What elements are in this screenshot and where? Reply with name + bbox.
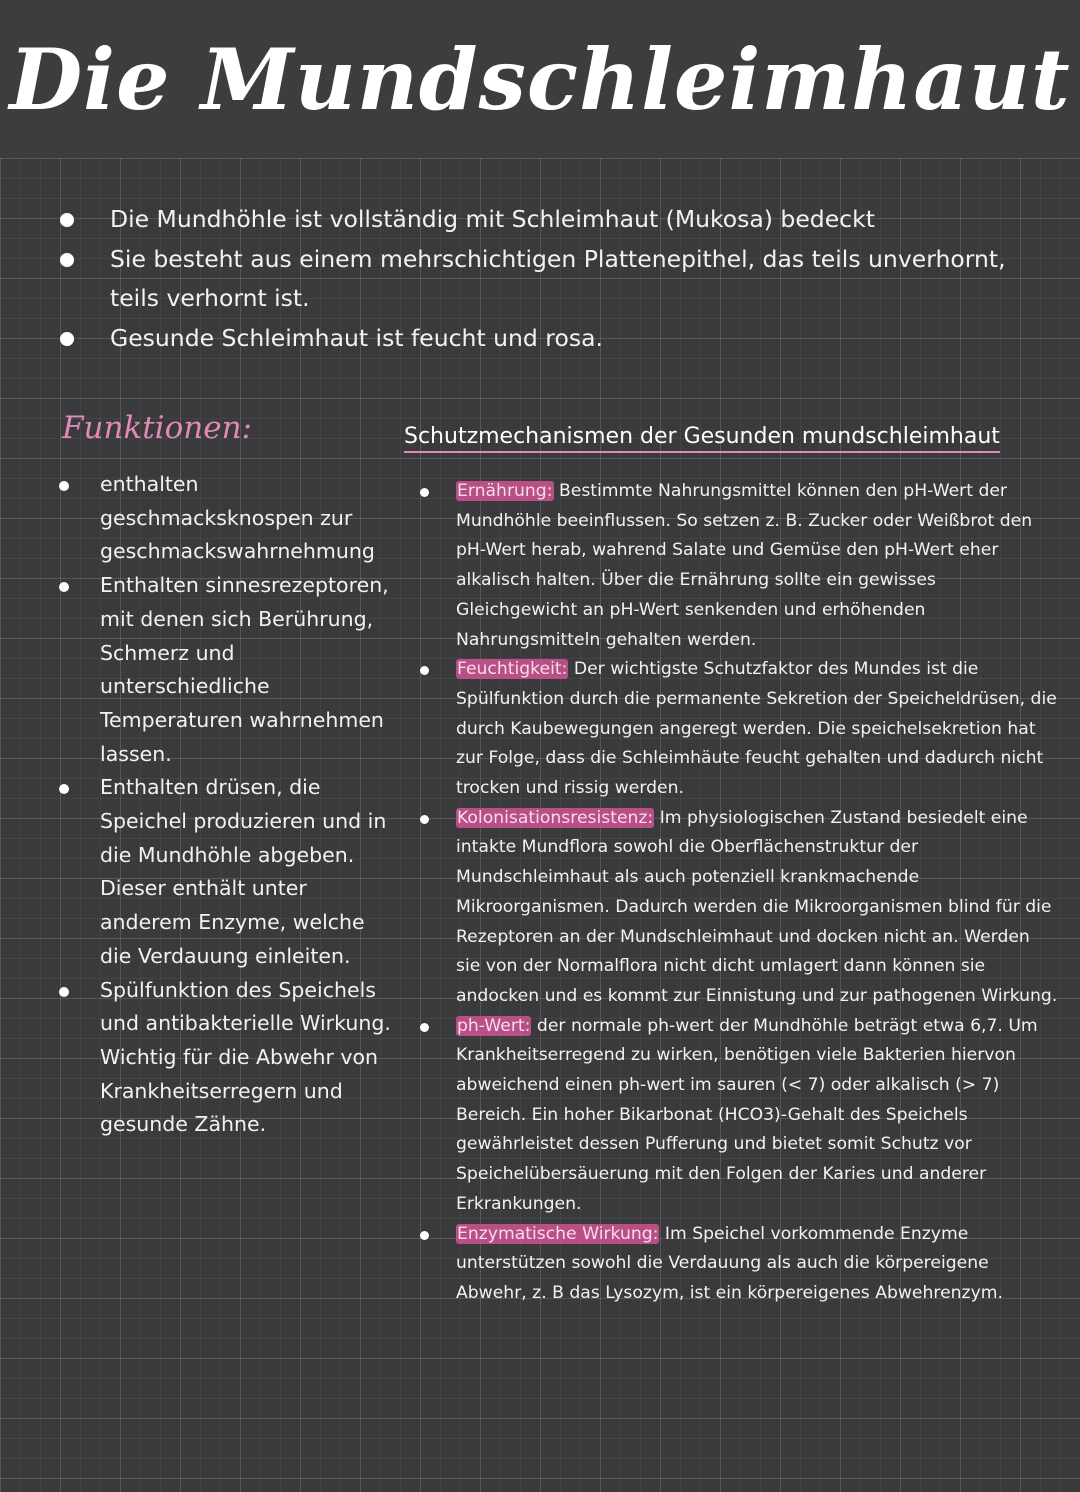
protection-term: Feuchtigkeit: <box>457 659 568 680</box>
protection-item <box>418 1012 1058 1220</box>
functions-list <box>56 468 396 1142</box>
page-title: Die Mundschleimhaut <box>9 30 1071 129</box>
protection-item <box>418 477 1058 655</box>
protection-item <box>418 655 1058 804</box>
protection-text: Der wichtigste Schutzfaktor des Mundes ist die Spülfunktion durch die permanente Sekretion der Speicheldrüsen, die durch Kaubewegungen angeregt werden. Die speichelsekretion hat zur Folge, dass die Schleimhäute feucht gehalten und dadurch nicht trocken und rissig werden. <box>456 659 1057 799</box>
protection-term: Ernährung: <box>457 481 553 501</box>
intro-item: Gesunde Schleimhaut ist feucht und rosa. <box>58 319 1058 359</box>
protection-item <box>418 1220 1058 1309</box>
functions-item: Enthalten sinnesrezeptoren, mit denen sich Berührung, Schmerz und unterschiedliche Temperaturen wahrnehmen lassen. <box>56 569 396 771</box>
protection-item <box>418 804 1058 1012</box>
protection-term: Enzymatische Wirkung: <box>457 1223 659 1244</box>
intro-item: Die Mundhöhle ist vollständig mit Schleimhaut (Mukosa) bedeckt <box>58 200 1058 240</box>
intro-item: Sie besteht aus einem mehrschichtigen Plattenepithel, das teils unverhornt, teils verhornt ist. <box>58 240 1058 319</box>
protection-heading: Schutzmechanismen der Gesunden mundschleimhaut <box>404 424 1000 453</box>
protection-term: Kolonisationsresistenz: <box>457 807 654 828</box>
protection-text: Bestimmte Nahrungsmittel können den pH-Wert der Mundhöhle beeinflussen. So setzen z. B. Zucker oder Weißbrot den pH-Wert herab, wahrend Salate und Gemüse den pH-Wert eher alkalisch halten. Über die Ernährung sollte ein gewisses Gleichgewicht an pH-Wert senkenden und erhöhenden Nahrungsmitteln gehalten werden. <box>456 481 1033 650</box>
protection-text: Im Speichel vorkommende Enzyme unterstützen sowohl die Verdauung als auch die körpereigene Abwehr, z. B das Lysozym, ist ein körpereigenes Abwehrenzym. <box>456 1223 1003 1303</box>
functions-heading: Funktionen: <box>62 410 252 446</box>
functions-item: Spülfunktion des Speichels und antibakterielle Wirkung. Wichtig für die Abwehr von Krankheitserregern und gesunde Zähne. <box>56 974 396 1143</box>
protection-term: ph-Wert: <box>457 1015 531 1036</box>
functions-item: Enthalten drüsen, die Speichel produzieren und in die Mundhöhle abgeben. Dieser enthält unter anderem Enzyme, welche die Verdauung einleiten. <box>56 771 396 973</box>
protection-text: der normale ph-wert der Mundhöhle beträgt etwa 6,7. Um Krankheitserregend zu wirken, benötigen viele Bakterien hiervon abweichend einen ph-wert im sauren (< 7) oder alkalisch (> 7) Bereich. Ein hoher Bikarbonat (HCO3)-Gehalt des Speichels gewährleistet dessen Pufferung und bietet somit Schutz vor Speichelübersäuerung mit den Folgen der Karies und anderer Erkrankungen. <box>456 1015 1038 1214</box>
protection-list <box>418 477 1058 1309</box>
functions-item: enthalten geschmacksknospen zur geschmackswahrnehmung <box>56 468 396 569</box>
intro-list <box>58 200 1058 358</box>
protection-text: Im physiologischen Zustand besiedelt eine intakte Mundflora sowohl die Oberflächenstruktur der Mundschleimhaut als auch potenziell krankmachende Mikroorganismen. Dadurch werden die Mikroorganismen blind für die Rezeptoren an der Mundschleimhaut und docken nicht an. Werden sie von der Normalflora nicht dicht umlagert dann können sie andocken und es kommt zur Einnistung und zur pathogenen Wirkung. <box>456 807 1058 1006</box>
